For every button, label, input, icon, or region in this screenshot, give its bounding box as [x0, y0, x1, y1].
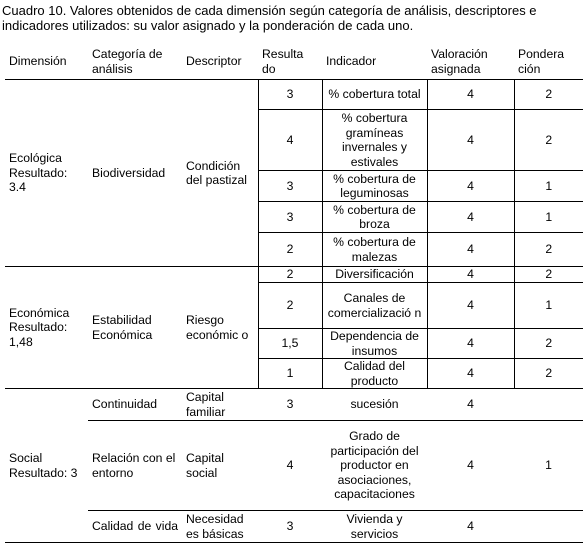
valoracion-cell: 4	[427, 359, 514, 389]
ponderacion-cell: 1	[514, 171, 583, 202]
header-row	[5, 44, 583, 80]
resultado-cell: 3	[258, 389, 322, 421]
ponderacion-cell: 2	[514, 110, 583, 171]
header-dimension: Dimensión	[5, 44, 88, 80]
ponderacion-cell: 2	[514, 329, 583, 359]
descriptor-cell: Capital social	[182, 421, 258, 511]
table-caption: Cuadro 10. Valores obtenidos de cada dimensión según categoría de análisis, descriptores e indicadores utilizados: su valor asignado y la ponderación de cada uno.	[2, 3, 537, 33]
resultado-cell: 2	[258, 283, 322, 329]
valoracion-cell: 4	[427, 110, 514, 171]
table-row	[5, 389, 583, 421]
indicador-cell: % cobertura de broza	[322, 202, 427, 233]
descriptor-cell: Riesgo económic o	[182, 267, 258, 389]
descriptor-cell: Necesidad es básicas	[182, 511, 258, 543]
header-ponderacion: Pondera ción	[514, 44, 583, 80]
header-categoria: Categoría de análisis	[88, 44, 182, 80]
ponderacion-cell: 1	[514, 202, 583, 233]
categoria-cell: Continuidad	[88, 389, 182, 421]
ponderacion-cell: 1	[514, 421, 583, 511]
indicador-cell: % cobertura total	[322, 80, 427, 110]
resultado-cell: 2	[258, 233, 322, 267]
ponderacion-cell: 2	[514, 359, 583, 389]
valoracion-cell: 4	[427, 511, 514, 543]
table-row	[5, 80, 583, 110]
valoracion-cell: 4	[427, 329, 514, 359]
indicador-cell: % cobertura de leguminosas	[322, 171, 427, 202]
categoria-cell: Relación con el entorno	[88, 421, 182, 511]
indicador-cell: Diversificación	[322, 267, 427, 283]
indicador-cell: Grado de participación del productor en asociaciones, capacitaciones	[322, 421, 427, 511]
descriptor-cell: Condición del pastizal	[186, 158, 247, 187]
descriptor-cell: Capital familiar	[182, 389, 258, 421]
valoracion-cell: 4	[427, 171, 514, 202]
valoracion-cell: 4	[427, 283, 514, 329]
indicador-cell: Dependencia de insumos	[322, 329, 427, 359]
categoria-cell: Estabilidad Económica	[88, 267, 182, 389]
indicador-cell: Calidad del producto	[322, 359, 427, 389]
valoracion-cell: 4	[427, 80, 514, 110]
indicador-cell: % cobertura gramíneas invernales y estivales	[322, 110, 427, 171]
categoria-cell: Biodiversidad	[92, 165, 166, 180]
resultado-cell: 4	[258, 421, 322, 511]
valoracion-cell: 4	[427, 233, 514, 267]
resultado-cell: 3	[258, 202, 322, 233]
ponderacion-cell: 2	[514, 233, 583, 267]
ponderacion-cell	[514, 511, 583, 543]
valoracion-cell: 4	[427, 202, 514, 233]
resultado-cell: 2	[258, 267, 322, 283]
header-descriptor: Descriptor	[182, 44, 258, 80]
header-valoracion: Valoración asignada	[427, 44, 514, 80]
categoria-cell: Calidad de vida	[88, 511, 182, 543]
table-row	[5, 421, 583, 511]
dimension-cell: Ecológica Resultado: 3.4	[9, 151, 68, 195]
resultado-cell: 1	[258, 359, 322, 389]
dimension-cell: Económica Resultado: 1,48	[5, 267, 88, 389]
resultado-cell: 3	[258, 171, 322, 202]
valoracion-cell: 4	[427, 389, 514, 421]
table-row	[5, 511, 583, 543]
resultado-cell: 1,5	[258, 329, 322, 359]
valoracion-cell: 4	[427, 267, 514, 283]
ponderacion-cell: 2	[514, 267, 583, 283]
ponderacion-cell	[514, 389, 583, 421]
ponderacion-cell: 2	[514, 80, 583, 110]
indicador-cell: Canales de comercializació n	[322, 283, 427, 329]
resultado-cell: 3	[258, 511, 322, 543]
data-table	[5, 44, 583, 543]
valoracion-cell: 4	[427, 421, 514, 511]
table-row	[5, 267, 583, 283]
header-resultado: Resulta do	[258, 44, 322, 80]
indicador-cell: Vivienda y servicios	[322, 511, 427, 543]
resultado-cell: 3	[258, 80, 322, 110]
ponderacion-cell: 1	[514, 283, 583, 329]
indicador-cell: % cobertura de malezas	[322, 233, 427, 267]
dimension-cell: Social Resultado: 3	[5, 389, 88, 543]
indicador-cell: sucesión	[322, 389, 427, 421]
resultado-cell: 4	[258, 110, 322, 171]
header-indicador: Indicador	[322, 44, 427, 80]
